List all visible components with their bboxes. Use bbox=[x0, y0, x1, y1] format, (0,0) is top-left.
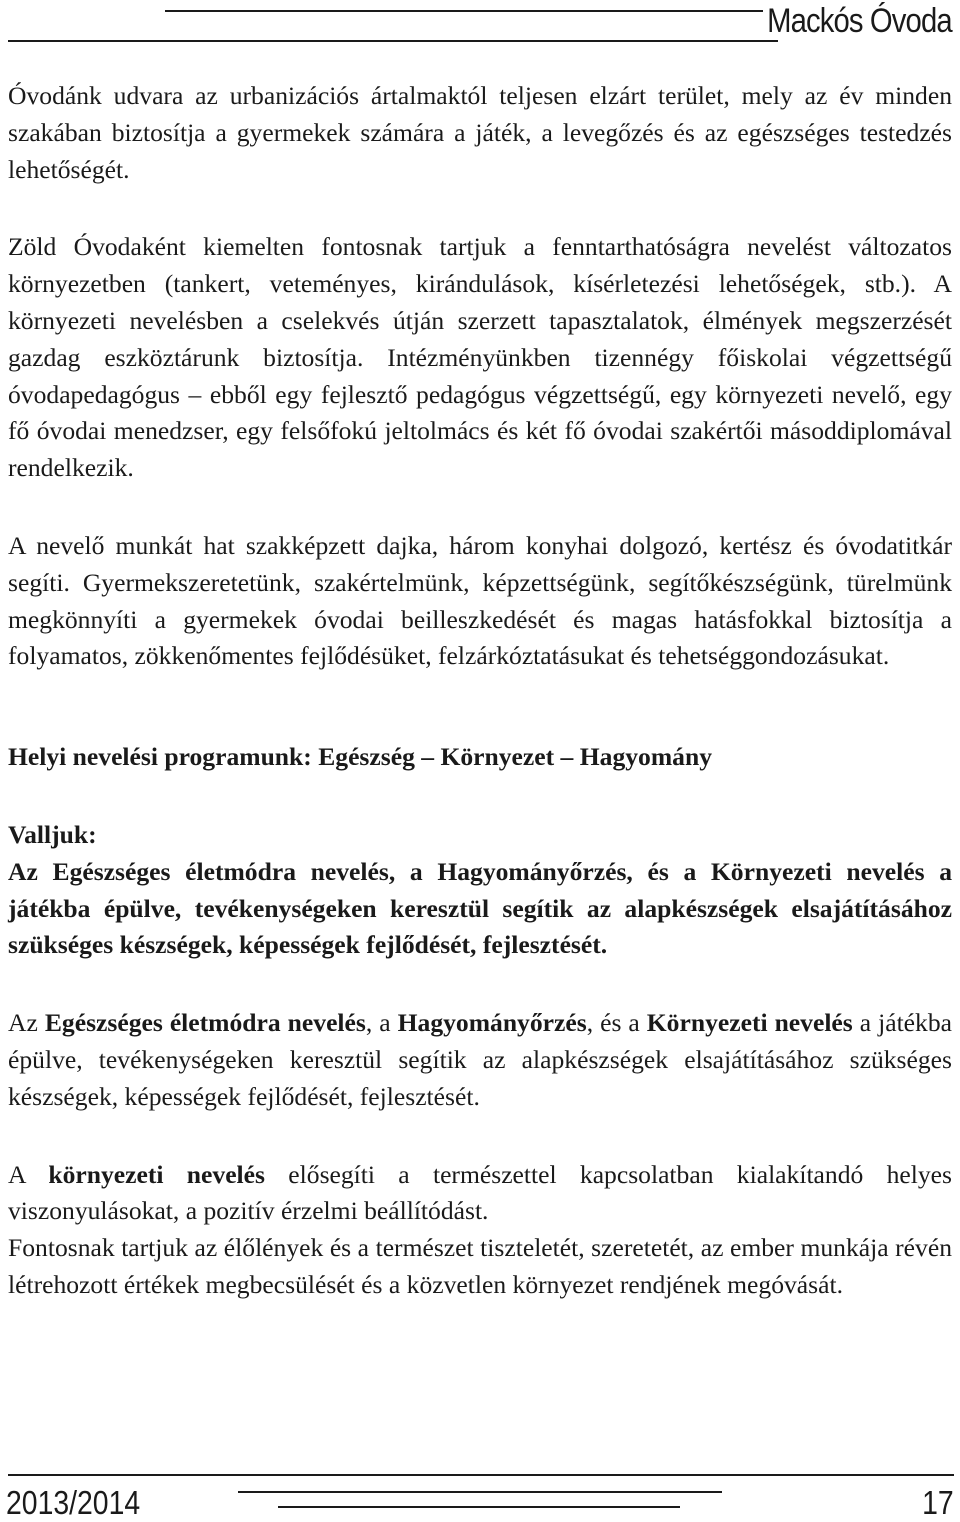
text-run: elősegíti a természettel kapcsolatban kialakítandó helyes viszonyulásokat, a pozitív érzelmi beállítódást. bbox=[8, 1159, 952, 1226]
text-run: A bbox=[8, 1159, 49, 1189]
paragraph-program-summary bbox=[8, 1005, 952, 1115]
page-body bbox=[8, 78, 952, 1304]
header-rule-top bbox=[165, 10, 763, 12]
footer-year: 2013/2014 bbox=[6, 1484, 141, 1521]
text-run: , a bbox=[365, 1008, 398, 1038]
bold-run: Hagyományőrzés bbox=[397, 1008, 587, 1038]
paragraph-courtyard: Óvodánk udvara az urbanizációs ártalmaktól teljesen elzárt terület, mely az év minden szakában biztosítja a gyermekek számára a játék, a levegőzés és az egészséges testedzés lehetőségét. bbox=[8, 81, 952, 184]
bold-run: környezeti nevelés bbox=[48, 1159, 265, 1189]
footer-rule-bottom bbox=[278, 1506, 680, 1508]
footer-rule-middle bbox=[238, 1491, 722, 1493]
bold-run: Egészséges életmódra nevelés bbox=[44, 1008, 366, 1038]
text-run: , és a bbox=[586, 1008, 647, 1038]
page-number: 17 bbox=[922, 1484, 954, 1521]
text-run: Az bbox=[8, 1008, 45, 1038]
section-heading: Helyi nevelési programunk: Egészség – Környezet – Hagyomány bbox=[8, 742, 712, 772]
paragraph-staff: A nevelő munkát hat szakképzett dajka, három konyhai dolgozó, kertész és óvodatitkár segíti. Gyermekszeretetünk, szakértelmünk, képzettségünk, segítőkészségünk, türelmünk megkönnyíti a gyermekek óvodai beilleszkedését és magas hatásfokkal biztosítja a folyamatos, zökkenőmentes fejlődésüket, felzárkóztatásukat és tehetséggondozásukat. bbox=[8, 530, 952, 671]
paragraph-respect: Fontosnak tartjuk az élőlények és a természet tiszteletét, szeretetét, az ember munkája révén létrehozott értékek megbecsülését és a közvetlen környezet rendjének megóvását. bbox=[8, 1233, 952, 1299]
bold-run: Környezeti nevelés bbox=[646, 1008, 853, 1038]
paragraph-green-kindergarten: Zöld Óvodaként kiemelten fontosnak tartjuk a fenntarthatóságra nevelést változatos környezetben (tankert, veteményes, kirándulások, kísérletezési lehetőségek, stb.). A környezeti nevelésben a cselekvés útján szerzett tapasztalatok, élmények megszerzését gazdag eszköztárunk biztosítja. Intézményünkben tizennégy főiskolai végzettségű óvodapedagógus – ebből egy fejlesztő pedagógus végzettségű, egy környezeti nevelő, egy fő óvodai menedzser, egy felsőfokú jeltolmács és két fő óvodai szakértői másoddiplomával rendelkezik. bbox=[8, 232, 952, 483]
header-rule-bottom bbox=[8, 40, 778, 42]
header-title: Mackós Óvoda bbox=[767, 2, 952, 40]
footer-rule-top bbox=[8, 1474, 954, 1476]
paragraph-environmental bbox=[8, 1157, 952, 1231]
credo-text: Az Egészséges életmódra nevelés, a Hagyományőrzés, és a Környezeti nevelés a játékba épülve, tevékenységeken keresztül segítik az alapkészségek elsajátításához szükséges készségek, képességek fejlődését, fejlesztését. bbox=[8, 856, 952, 960]
text-run: a játékba épülve, tevékenységeken keresztül segítik az alapkészségek elsajátításához szükséges készségek, képességek fejlődését, fejlesztését. bbox=[8, 1008, 952, 1111]
credo-label: Valljuk: bbox=[8, 819, 97, 849]
